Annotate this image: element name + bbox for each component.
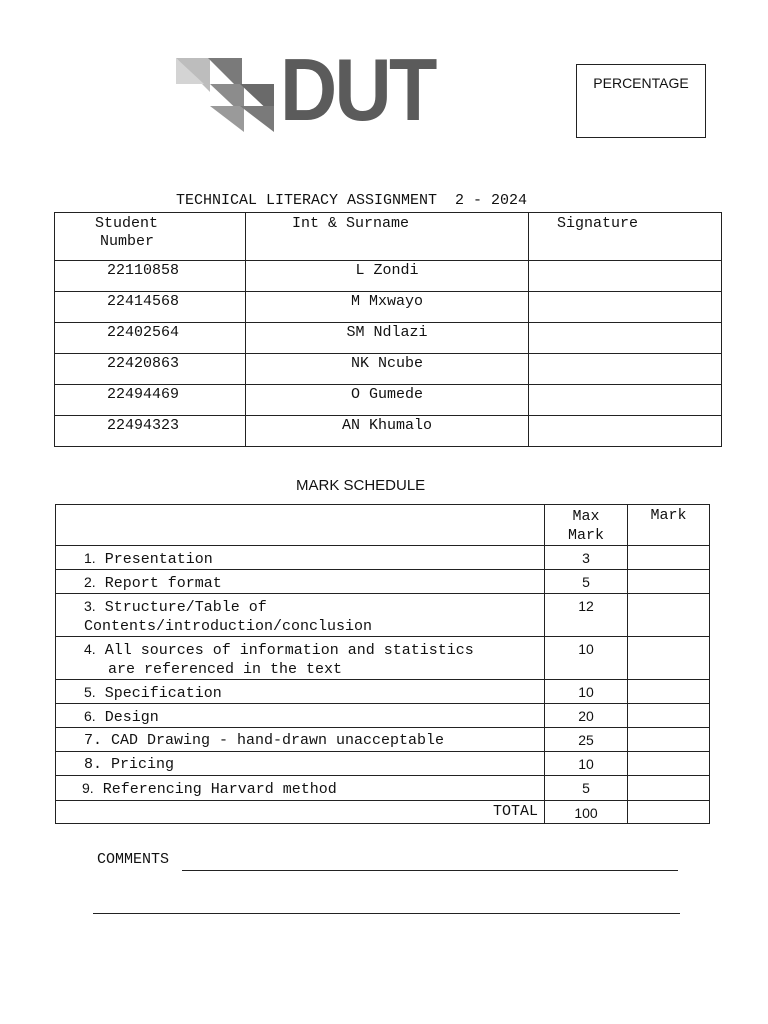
student-name: M Mxwayo [350, 293, 423, 310]
criteria-label: Structure/Table of [104, 599, 267, 616]
max-mark: 20 [578, 708, 594, 724]
student-name: SM Ndlazi [346, 324, 428, 341]
header-max-mark: Max Mark [545, 505, 628, 546]
criteria-row [56, 728, 710, 752]
document-title: TECHNICAL LITERACY ASSIGNMENT 2 - 2024 [176, 192, 528, 209]
signature-cell[interactable] [529, 416, 722, 447]
mark-cell[interactable] [628, 570, 710, 594]
max-mark: 3 [582, 550, 590, 566]
student-name: O Gumede [350, 386, 423, 403]
criteria-label: All sources of information and statistics [104, 642, 474, 659]
criteria-label-line2: are referenced in the text [108, 661, 343, 678]
criteria-row [56, 704, 710, 728]
comments-line[interactable] [93, 913, 680, 914]
header-mark: Mark [628, 505, 710, 546]
student-row [55, 385, 722, 416]
max-mark: 10 [578, 684, 594, 700]
criteria-number: 1. [84, 550, 96, 566]
criteria-label: 8. Pricing [84, 756, 175, 773]
student-number: 22414568 [107, 293, 180, 310]
criteria-number: 5. [84, 684, 96, 700]
mark-cell[interactable] [628, 704, 710, 728]
student-number: 22402564 [107, 324, 180, 341]
criteria-number: 2. [84, 574, 96, 590]
max-mark: 10 [578, 641, 594, 657]
student-row [55, 261, 722, 292]
criteria-label: 7. CAD Drawing - hand-drawn unacceptable [84, 732, 445, 749]
student-row [55, 323, 722, 354]
header-student-number: Student Number [55, 213, 246, 261]
total-row [56, 801, 710, 824]
criteria-number: 3. [84, 598, 96, 614]
criteria-row [56, 752, 710, 776]
student-name: NK Ncube [350, 355, 423, 372]
comments-line[interactable] [182, 870, 678, 871]
total-max-mark: 100 [574, 805, 598, 821]
mark-cell[interactable] [628, 728, 710, 752]
criteria-row [56, 637, 710, 680]
percentage-box [576, 64, 706, 138]
student-name: L Zondi [355, 262, 419, 279]
comments-label: COMMENTS [97, 851, 170, 868]
total-label: TOTAL [493, 803, 539, 820]
students-header-row [55, 213, 722, 261]
signature-cell[interactable] [529, 261, 722, 292]
mark-cell[interactable] [628, 776, 710, 801]
max-mark: 5 [582, 574, 590, 590]
student-name: AN Khumalo [341, 417, 432, 434]
max-mark: 12 [578, 598, 594, 614]
signature-cell[interactable] [529, 323, 722, 354]
criteria-label: Design [104, 709, 159, 726]
student-row [55, 292, 722, 323]
student-number: 22420863 [107, 355, 180, 372]
header-signature: Signature [529, 213, 722, 261]
header-name: Int & Surname [246, 213, 529, 261]
mark-cell[interactable] [628, 637, 710, 680]
mark-cell[interactable] [628, 752, 710, 776]
students-table [54, 212, 722, 447]
max-mark: 10 [578, 756, 594, 772]
student-row [55, 416, 722, 447]
criteria-row [56, 570, 710, 594]
max-mark: 5 [582, 780, 590, 796]
max-mark: 25 [578, 732, 594, 748]
criteria-row [56, 680, 710, 704]
criteria-number: 9. [82, 780, 94, 796]
dut-logo [174, 40, 436, 139]
criteria-row [56, 776, 710, 801]
criteria-number: 6. [84, 708, 96, 724]
criteria-label: Presentation [104, 551, 213, 568]
signature-cell[interactable] [529, 354, 722, 385]
logo-triangles-icon [174, 54, 284, 134]
mark-cell[interactable] [628, 594, 710, 637]
student-number: 22494469 [107, 386, 180, 403]
criteria-label: Specification [104, 685, 222, 702]
student-number: 22110858 [107, 262, 180, 279]
logo-text: DUT [280, 40, 435, 139]
mark-header-row [56, 505, 710, 546]
mark-schedule-heading: MARK SCHEDULE [296, 477, 426, 494]
signature-cell[interactable] [529, 292, 722, 323]
total-mark-cell[interactable] [628, 801, 710, 824]
student-row [55, 354, 722, 385]
mark-cell[interactable] [628, 546, 710, 570]
criteria-row [56, 546, 710, 570]
percentage-label: PERCENTAGE [593, 75, 689, 91]
criteria-label: Report format [104, 575, 222, 592]
criteria-number: 4. [84, 641, 96, 657]
signature-cell[interactable] [529, 385, 722, 416]
criteria-label-line2: Contents/introduction/conclusion [84, 618, 373, 635]
header-criteria [56, 505, 545, 546]
mark-cell[interactable] [628, 680, 710, 704]
criteria-label: Referencing Harvard method [102, 781, 337, 798]
mark-schedule-table [55, 504, 710, 824]
criteria-row [56, 594, 710, 637]
student-number: 22494323 [107, 417, 180, 434]
